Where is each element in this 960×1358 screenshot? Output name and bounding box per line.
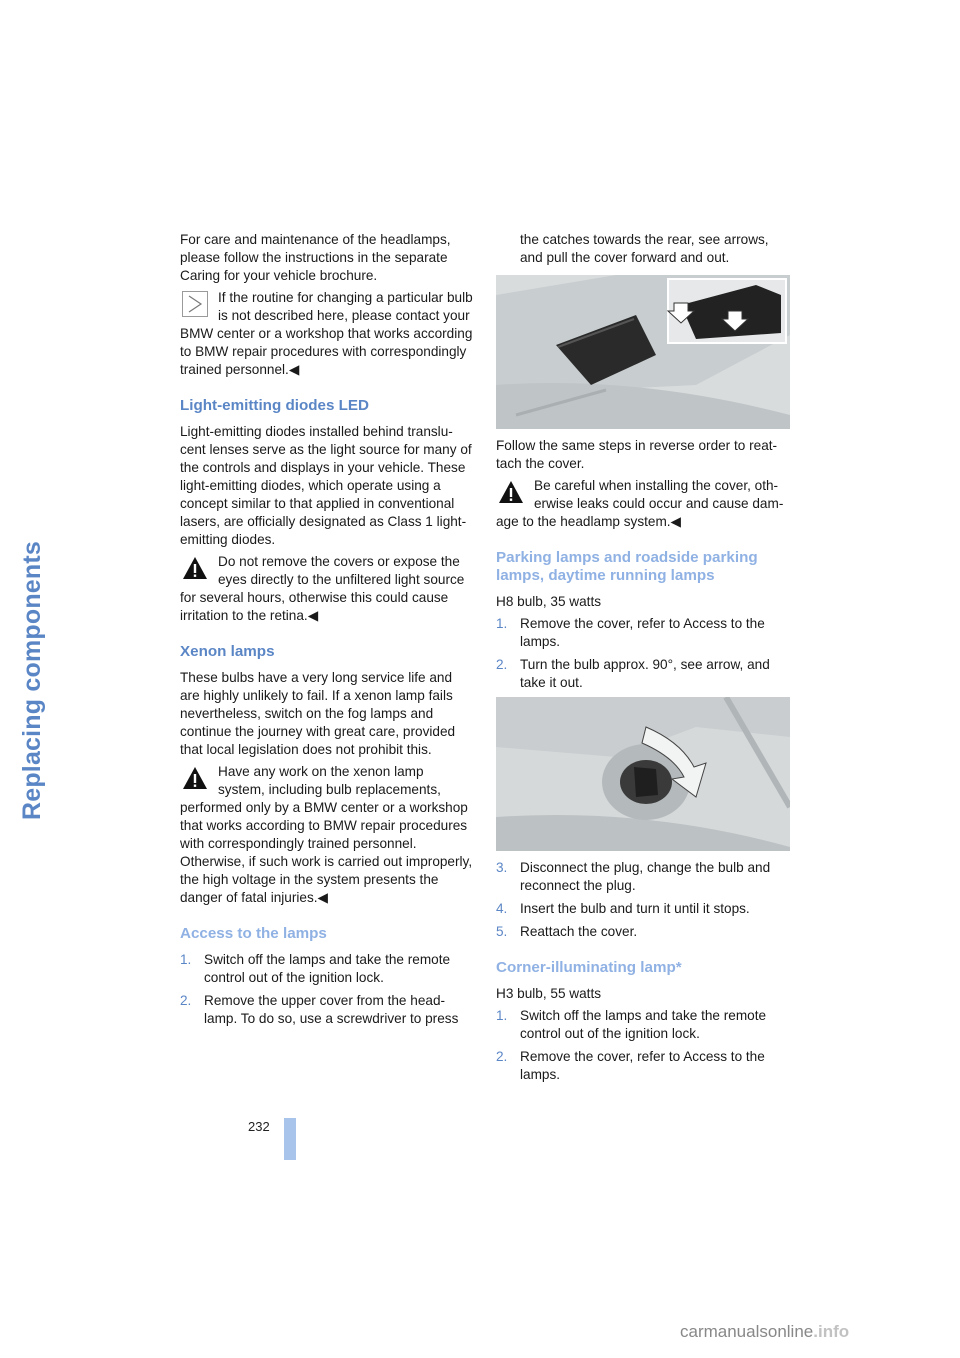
list-item: 4. Insert the bulb and turn it until it stops. (496, 901, 750, 916)
parking-bulb-photo (496, 697, 790, 851)
heading-parking: Parking lamps and roadside parking lamps, daytime running lamps (496, 549, 758, 584)
note-text: If the routine for changing a particular bulb is not described here, please contact your BMW center or a workshop that works according to BMW repair procedures with correspondingly trained personnel.◀ (180, 290, 473, 377)
warning-triangle-icon (498, 479, 524, 505)
heading-corner: Corner-illuminating lamp* (496, 959, 682, 976)
right-column (496, 231, 792, 1089)
continued-step-text: the catches towards the rear, see arrows, and pull the cover forward and out. (520, 232, 769, 265)
parking-steps-list-a (496, 615, 792, 692)
heading-led: Light-emitting diodes LED (180, 397, 369, 414)
left-column (180, 231, 473, 1033)
led-paragraph: Light-emitting diodes installed behind translucent lenses serve as the light source for many of the controls and displays in your vehicle. These light-emitting diodes, which operate using a concept similar to that applied in conventional lasers, are officially designated as Class 1 light-emitting diodes. (180, 424, 472, 547)
warning-text-led: Do not remove the covers or expose the eyes directly to the unfiltered light source for several hours, otherwise this could cause irritation to the retina.◀ (180, 554, 465, 623)
note-arrow-icon (182, 291, 208, 317)
corner-steps-list (496, 1007, 792, 1084)
list-item: 2. Remove the upper cover from the headlamp. To do so, use a screwdriver to press (180, 993, 459, 1026)
warning-triangle-icon (182, 555, 208, 581)
heading-access: Access to the lamps (180, 925, 327, 942)
warning-block-xenon (180, 763, 473, 907)
list-item: 3. Disconnect the plug, change the bulb and reconnect the plug. (496, 860, 771, 893)
warning-triangle-icon (182, 765, 208, 791)
heading-xenon: Xenon lamps (180, 643, 275, 660)
list-item: 2. Remove the cover, refer to Access to the lamps. (496, 1049, 765, 1082)
list-item: 1. Switch off the lamps and take the remote control out of the ignition lock. (496, 1008, 767, 1041)
list-item: 1. Remove the cover, refer to Access to the lamps. (496, 616, 765, 649)
headlamp-cover-photo (496, 275, 790, 429)
warning-block-led (180, 553, 473, 625)
intro-paragraph: For care and maintenance of the headlamps, please follow the instructions in the separate Caring for your vehicle brochure. (180, 232, 451, 283)
warning-text-cover: Be careful when installing the cover, otherwise leaks could occur and cause damage to the headlamp system.◀ (496, 478, 784, 529)
warning-text-xenon: Have any work on the xenon lamp system, including bulb replacements, performed only by a BMW center or a workshop that works according to BMW repair procedures with correspondingly trained personnel. Otherwise, if such work is carried out improperly, the high voltage in the system presents the danger of fatal injuries.◀ (180, 764, 473, 905)
parking-bulb-spec: H8 bulb, 35 watts (496, 594, 602, 609)
site-watermark: carmanualsonline.info (680, 1322, 850, 1341)
reverse-paragraph: Follow the same steps in reverse order to reattach the cover. (496, 438, 778, 471)
note-block (180, 289, 473, 379)
page-number: 232 (248, 1119, 270, 1134)
access-steps-list (180, 951, 473, 1028)
corner-bulb-spec: H3 bulb, 55 watts (496, 986, 602, 1001)
parking-steps-list-b (496, 859, 792, 941)
list-item: 5. Reattach the cover. (496, 924, 638, 939)
list-item: 1. Switch off the lamps and take the remote control out of the ignition lock. (180, 952, 451, 985)
list-item: 2. Turn the bulb approx. 90°, see arrow, and take it out. (496, 657, 770, 690)
warning-block-cover (496, 477, 792, 531)
page-number-bar (284, 1118, 296, 1160)
xenon-paragraph: These bulbs have a very long service life and are highly unlikely to fail. If a xenon lamp fails nevertheless, switch on the fog lamps and continue the journey with great care, provided that local legislation does not prohibit this. (180, 670, 456, 757)
side-section-title: Replacing components (18, 540, 47, 820)
